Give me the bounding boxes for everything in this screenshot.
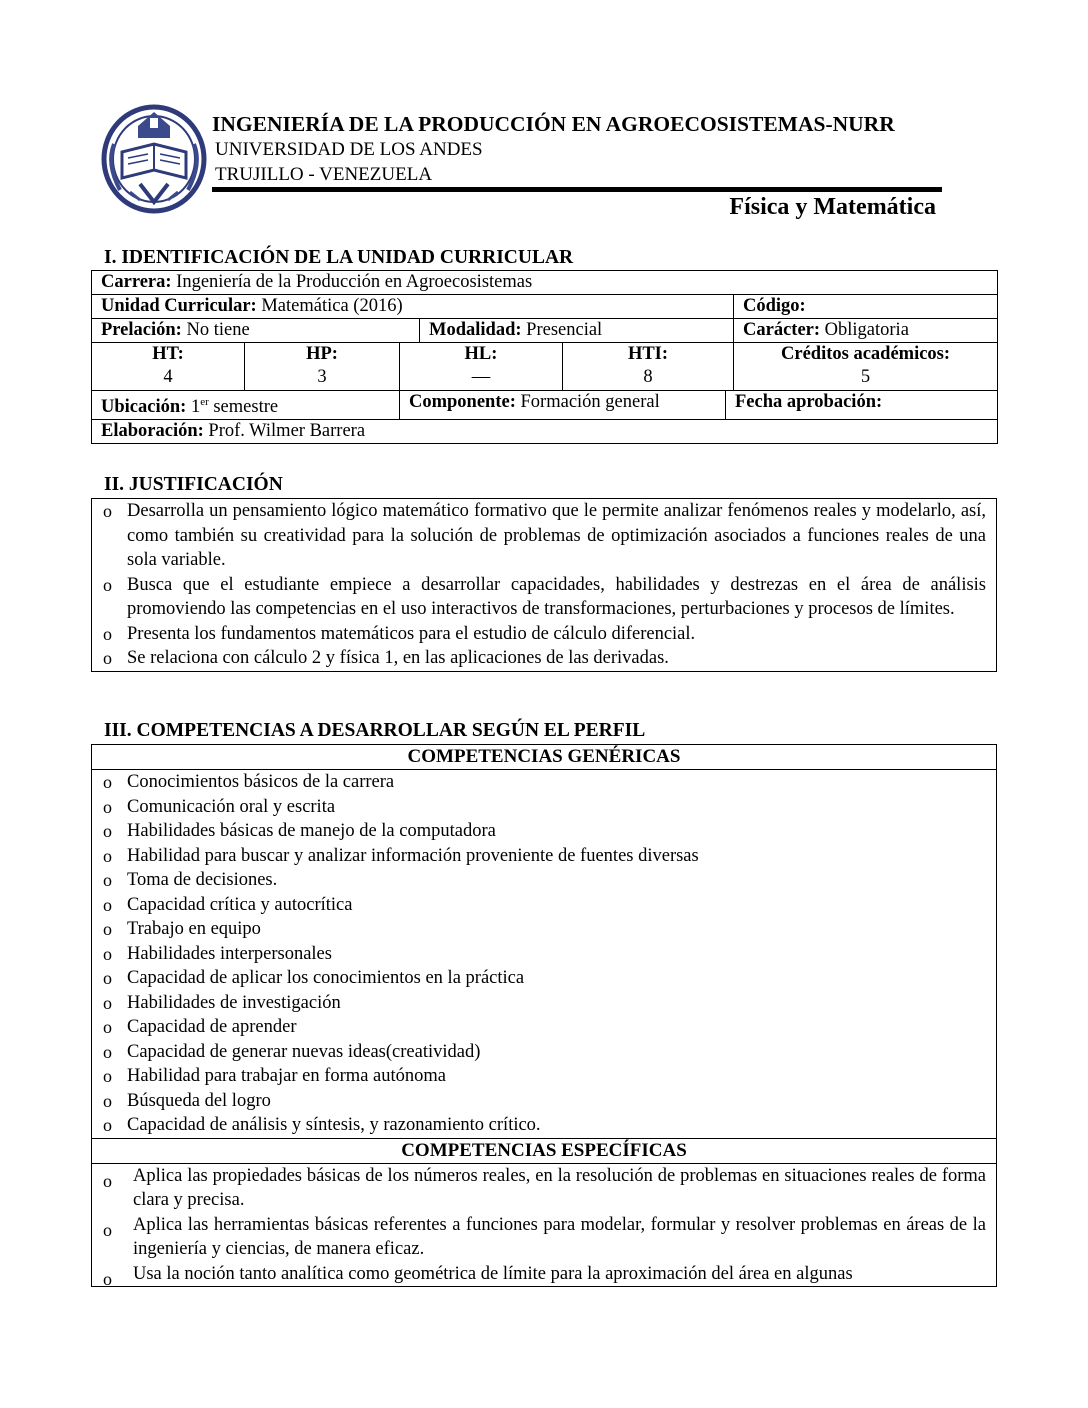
list-item: o Conocimientos básicos de la carrera xyxy=(92,770,996,795)
list-item: o Habilidades básicas de manejo de la computadora xyxy=(92,819,996,844)
list-item: o Presenta los fundamentos matemáticos para el estudio de cálculo diferencial. xyxy=(92,622,996,647)
list-item: o Habilidades interpersonales xyxy=(92,942,996,967)
ht-cell: HT: 4 xyxy=(92,343,245,391)
identification-table xyxy=(91,270,998,444)
bullet-icon: o xyxy=(103,574,112,595)
list-item: o Capacidad de aprender xyxy=(92,1015,996,1040)
bullet-icon: o xyxy=(103,845,112,866)
list-item: o Búsqueda del logro xyxy=(92,1089,996,1114)
justification-box xyxy=(91,498,997,672)
hl-cell: HL: — xyxy=(400,343,563,391)
university-name: UNIVERSIDAD DE LOS ANDES xyxy=(215,139,483,160)
list-item: o Trabajo en equipo xyxy=(92,917,996,942)
list-item: o Capacidad de análisis y síntesis, y razonamiento crítico. xyxy=(92,1113,996,1138)
bullet-icon: o xyxy=(103,943,112,964)
justification-list xyxy=(92,499,996,671)
bullet-icon: o xyxy=(103,919,112,939)
bullet-icon: o xyxy=(103,968,112,988)
bullet-icon: o xyxy=(103,1017,112,1037)
bullet-icon: o xyxy=(103,870,112,890)
section-3-title: III. COMPETENCIAS A DESARROLLAR SEGÚN EL PERFIL xyxy=(104,720,646,741)
fecha-cell: Fecha aprobación: xyxy=(726,391,998,420)
specific-competencies-header: COMPETENCIAS ESPECÍFICAS xyxy=(92,1138,996,1164)
list-item: o Se relaciona con cálculo 2 y física 1, en las aplicaciones de las derivadas. xyxy=(92,646,996,671)
list-item: o Habilidad para trabajar en forma autónoma xyxy=(92,1064,996,1089)
hp-cell: HP: 3 xyxy=(245,343,400,391)
list-item: o Aplica las herramientas básicas referentes a funciones para modelar, formular y resolver problemas en áreas de la ingeniería y ciencias, de manera eficaz. xyxy=(103,1214,986,1259)
generic-competencies-header: COMPETENCIAS GENÉRICAS xyxy=(92,745,996,770)
list-item: o Usa la noción tanto analítica como geométrica de límite para la aproximación del área en algunas xyxy=(92,1262,996,1287)
list-item: o Comunicación oral y escrita xyxy=(92,795,996,820)
section-1-title: I. IDENTIFICACIÓN DE LA UNIDAD CURRICULAR xyxy=(104,247,574,268)
header-rule xyxy=(212,187,942,192)
bullet-icon: o xyxy=(103,1219,112,1240)
table-row xyxy=(92,271,998,295)
program-title: INGENIERÍA DE LA PRODUCCIÓN EN AGROECOSISTEMAS-NURR xyxy=(212,112,895,136)
caracter-cell: Carácter: Obligatoria xyxy=(734,319,998,343)
list-item: o Habilidades de investigación xyxy=(92,991,996,1016)
modalidad-cell: Modalidad: Presencial xyxy=(420,319,734,343)
table-row xyxy=(92,391,998,420)
carrera-cell: Carrera: Ingeniería de la Producción en Agroecosistemas xyxy=(92,271,998,295)
list-item: o Capacidad crítica y autocrítica xyxy=(92,893,996,918)
bullet-icon: o xyxy=(103,1268,112,1289)
list-item: o Habilidad para buscar y analizar información proveniente de fuentes diversas xyxy=(92,844,996,869)
bullet-icon: o xyxy=(103,623,112,644)
list-item: o Aplica las propiedades básicas de los números reales, en la resolución de problemas en situaciones reales de forma clara y precisa. xyxy=(103,1165,986,1210)
ubicacion-cell: Ubicación: 1er semestre xyxy=(92,391,400,420)
bullet-icon: o xyxy=(103,821,112,841)
bullet-icon: o xyxy=(103,1170,112,1191)
list-item: o Capacidad de aplicar los conocimientos en la práctica xyxy=(92,966,996,991)
city-name: TRUJILLO - VENEZUELA xyxy=(215,164,433,185)
unidad-cell: Unidad Curricular: Matemática (2016) xyxy=(92,295,734,319)
list-item: o Desarrolla un pensamiento lógico matemático formativo que le permite analizar fenómenos reales y modelarlo, así, como también su creatividad para la solución de problemas de optimización asociados a funciones reales de una sola variable. xyxy=(103,501,986,570)
creditos-cell: Créditos académicos: 5 xyxy=(734,343,998,391)
table-row xyxy=(92,343,998,391)
table-row xyxy=(92,319,998,343)
section-2-title: II. JUSTIFICACIÓN xyxy=(104,474,283,495)
hti-cell: HTI: 8 xyxy=(563,343,734,391)
generic-competencies-list xyxy=(92,770,996,1138)
specific-competencies-list xyxy=(92,1164,996,1287)
elaboracion-cell: Elaboración: Prof. Wilmer Barrera xyxy=(92,420,998,444)
list-item: o Capacidad de generar nuevas ideas(creatividad) xyxy=(92,1040,996,1065)
bullet-icon: o xyxy=(103,501,112,521)
bullet-icon: o xyxy=(103,772,112,792)
list-item: o Busca que el estudiante empiece a desarrollar capacidades, habilidades y destrezas en el área de análisis promoviendo las competencias en el uso interactivos de transformaciones, perturbaciones y procesos de límites. xyxy=(103,574,986,619)
department-name: Física y Matemática xyxy=(729,194,936,220)
bullet-icon: o xyxy=(103,894,112,915)
componente-cell: Componente: Formación general xyxy=(400,391,726,420)
bullet-icon: o xyxy=(103,796,112,817)
bullet-icon: o xyxy=(103,1090,112,1111)
bullet-icon: o xyxy=(103,648,112,668)
table-row xyxy=(92,420,998,444)
bullet-icon: o xyxy=(103,1066,112,1086)
bullet-icon: o xyxy=(103,1041,112,1062)
prelacion-cell: Prelación: No tiene xyxy=(92,319,420,343)
competencies-box xyxy=(91,744,997,1287)
table-row xyxy=(92,295,998,319)
codigo-cell: Código: xyxy=(734,295,998,319)
list-item: o Toma de decisiones. xyxy=(92,868,996,893)
bullet-icon: o xyxy=(103,1115,112,1135)
bullet-icon: o xyxy=(103,992,112,1013)
university-seal-icon xyxy=(100,104,208,214)
